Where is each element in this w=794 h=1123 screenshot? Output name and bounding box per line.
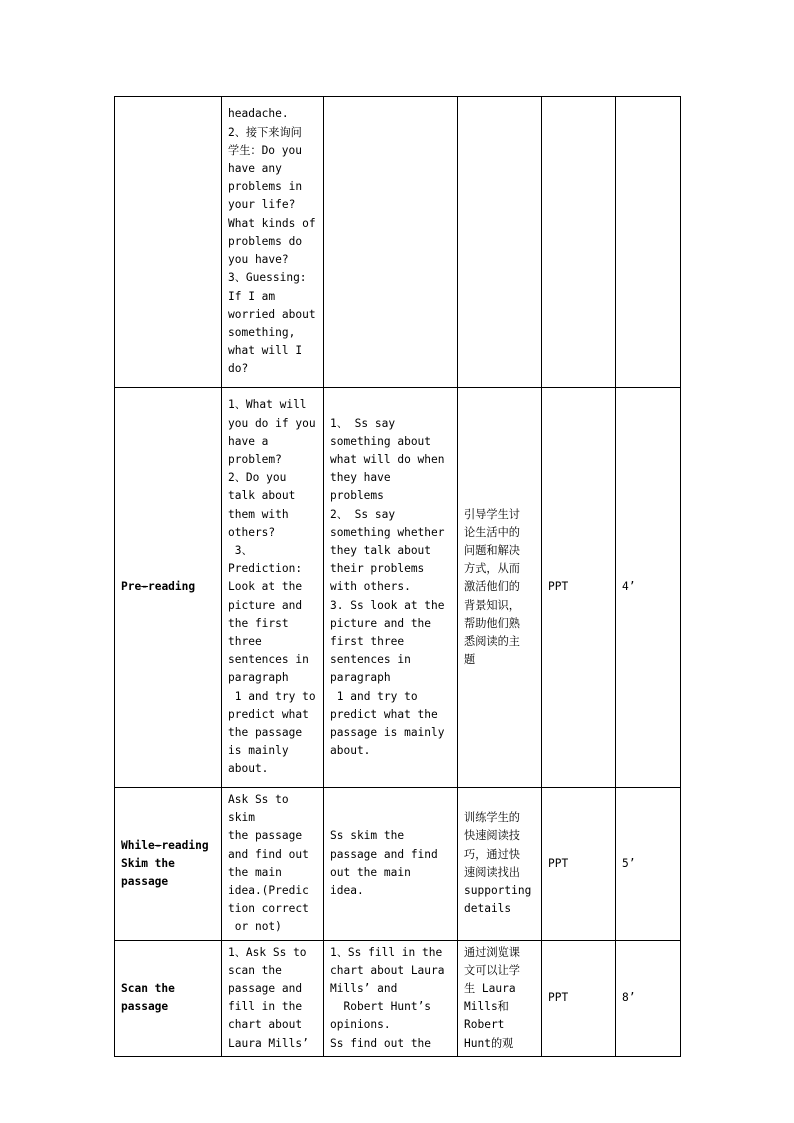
cell-line: predict what xyxy=(228,707,309,721)
cell-line: you do if you xyxy=(228,416,316,430)
cell-line: Robert Hunt’s xyxy=(330,1000,432,1014)
cell-line: fill in the xyxy=(228,1000,303,1014)
cell-line: 2、 Ss say xyxy=(330,507,396,521)
cell-line: 3、Guessing: xyxy=(228,271,307,285)
stage-cell xyxy=(115,97,222,388)
cell-line: 2、接下来询问 xyxy=(228,125,302,139)
cell-line: 1 and try to xyxy=(330,689,418,703)
cell-line: tion correct xyxy=(228,902,309,916)
cell-line: 激活他们的 xyxy=(464,580,520,594)
cell-line: Mills和 xyxy=(464,1000,509,1014)
cell-line: the passage xyxy=(228,726,303,740)
table-row xyxy=(115,97,681,388)
student-activity-cell xyxy=(324,788,458,941)
cell-line: do? xyxy=(228,362,249,376)
cell-line: Look at the xyxy=(228,580,303,594)
cell-line: 学生：Do you xyxy=(228,143,302,157)
cell-line: 1、What will xyxy=(228,398,307,412)
cell-line: 1 and try to xyxy=(228,689,316,703)
cell-line: 论生活中的 xyxy=(464,525,520,539)
student-activity-cell xyxy=(324,97,458,388)
cell-line: While-reading xyxy=(121,838,209,852)
time-cell xyxy=(616,940,681,1056)
teacher-activity-cell xyxy=(222,97,324,388)
cell-line: 快速阅读技 xyxy=(464,829,520,843)
cell-line: them with xyxy=(228,507,289,521)
cell-line: Ss find out the xyxy=(330,1036,432,1050)
table-row xyxy=(115,388,681,788)
cell-line: Hunt的观 xyxy=(464,1036,514,1050)
cell-line: have a xyxy=(228,434,269,448)
cell-line: what will I xyxy=(228,344,303,358)
cell-line: 巧，通过快 xyxy=(464,847,520,861)
cell-line: passage and xyxy=(228,982,303,996)
cell-line: Pre-reading xyxy=(121,580,196,594)
stage-cell xyxy=(115,940,222,1056)
cell-line: 速阅读找出 xyxy=(464,865,520,879)
cell-line: idea.(Predic xyxy=(228,884,309,898)
cell-line: out the main idea. xyxy=(330,865,418,898)
student-activity-cell xyxy=(324,388,458,788)
cell-line: What kinds of xyxy=(228,216,316,230)
cell-line: 1、Ask Ss to xyxy=(228,945,307,959)
cell-line: talk about xyxy=(228,489,296,503)
cell-line: something whether xyxy=(330,525,445,539)
cell-line: PPT xyxy=(548,856,569,870)
table-row xyxy=(115,940,681,1056)
time-cell xyxy=(616,388,681,788)
cell-line: Skim the xyxy=(121,856,175,870)
cell-line: sentences in xyxy=(228,653,309,667)
purpose-cell xyxy=(458,940,542,1056)
stage-cell xyxy=(115,788,222,941)
cell-line: with others. xyxy=(330,580,411,594)
cell-line: passage and find xyxy=(330,847,438,861)
purpose-cell xyxy=(458,388,542,788)
cell-line: 3. Ss look at the xyxy=(330,598,445,612)
cell-line: passage is mainly xyxy=(330,726,445,740)
cell-line: first three xyxy=(330,635,405,648)
teacher-activity-cell xyxy=(222,940,324,1056)
cell-line: they have problems xyxy=(330,471,398,503)
cell-line: 通过浏览课 xyxy=(464,945,520,959)
cell-line: 5’ xyxy=(622,856,636,870)
cell-line: PPT xyxy=(548,991,569,1005)
cell-line: and find out xyxy=(228,847,309,861)
cell-line: the passage xyxy=(228,829,303,843)
cell-line: opinions. xyxy=(330,1018,391,1032)
cell-line: paragraph xyxy=(228,671,289,685)
purpose-cell xyxy=(458,97,542,388)
lesson-plan-table xyxy=(114,96,681,1057)
cell-line: Robert xyxy=(464,1018,505,1032)
cell-line: the main xyxy=(228,865,282,879)
cell-line: something, xyxy=(228,325,296,339)
cell-line: 2、Do you xyxy=(228,471,287,485)
cell-line: their problems xyxy=(330,562,425,576)
cell-line: passage xyxy=(121,1000,169,1014)
cell-line: 引导学生讨 xyxy=(464,507,520,521)
time-cell xyxy=(616,788,681,941)
cell-line: 文可以让学 xyxy=(464,963,520,977)
cell-line: others? xyxy=(228,525,276,539)
cell-line: 问题和解决 xyxy=(464,543,520,557)
cell-line: 悉阅读的主 xyxy=(464,635,520,648)
cell-line: have any xyxy=(228,162,282,176)
cell-line: scan the xyxy=(228,963,282,977)
cell-line: three xyxy=(228,635,262,648)
time-cell xyxy=(616,97,681,388)
cell-line: details xyxy=(464,902,512,916)
cell-line: paragraph xyxy=(330,671,391,685)
cell-line: 帮助他们熟 xyxy=(464,616,520,630)
table-row xyxy=(115,788,681,941)
cell-line: Ask Ss to skim xyxy=(228,793,296,825)
cell-line: passage xyxy=(121,874,169,888)
cell-line: chart about xyxy=(228,1018,303,1032)
cell-line: Laura Mills’ xyxy=(228,1036,309,1050)
cell-line: 方式，从而 xyxy=(464,562,520,576)
cell-line: 1、 Ss say xyxy=(330,416,396,430)
cell-line: problem? xyxy=(228,452,282,466)
cell-line: 4’ xyxy=(622,580,636,594)
cell-line: 题 xyxy=(464,653,476,667)
cell-line: 训练学生的 xyxy=(464,811,520,825)
stage-cell xyxy=(115,388,222,788)
cell-line: you have? xyxy=(228,253,289,267)
cell-line: headache. xyxy=(228,107,289,121)
cell-line: supporting xyxy=(464,884,532,898)
cell-line: problems in xyxy=(228,180,303,194)
teacher-activity-cell xyxy=(222,788,324,941)
media-cell xyxy=(542,388,616,788)
cell-line: problems do xyxy=(228,234,303,248)
cell-line: chart about Laura xyxy=(330,963,445,977)
cell-line: the first xyxy=(228,616,289,630)
cell-line: 8’ xyxy=(622,991,636,1005)
cell-line: sentences in xyxy=(330,653,411,667)
cell-line: Ss skim the xyxy=(330,829,405,843)
cell-line: 3、 xyxy=(228,543,253,557)
cell-line: Mills’ and xyxy=(330,982,398,996)
cell-line: Scan the xyxy=(121,982,175,996)
cell-line: is mainly xyxy=(228,744,289,758)
cell-line: worried about xyxy=(228,307,316,321)
cell-line: PPT xyxy=(548,580,569,594)
cell-line: picture and xyxy=(228,598,303,612)
cell-line: what will do when xyxy=(330,452,445,466)
media-cell xyxy=(542,97,616,388)
cell-line: 生 Laura xyxy=(464,982,516,996)
cell-line: 1、Ss fill in the xyxy=(330,945,443,959)
purpose-cell xyxy=(458,788,542,941)
cell-line: 背景知识， xyxy=(464,598,520,612)
cell-line: If I am xyxy=(228,289,276,303)
cell-line: or not) xyxy=(228,920,282,934)
media-cell xyxy=(542,940,616,1056)
cell-line: Prediction: xyxy=(228,562,303,576)
cell-line: your life? xyxy=(228,198,296,212)
cell-line: they talk about xyxy=(330,543,432,557)
cell-line: about. xyxy=(228,762,269,776)
media-cell xyxy=(542,788,616,941)
cell-line: something about xyxy=(330,434,432,448)
student-activity-cell xyxy=(324,940,458,1056)
cell-line: picture and the xyxy=(330,616,432,630)
cell-line: about. xyxy=(330,744,371,758)
teacher-activity-cell xyxy=(222,388,324,788)
cell-line: predict what the xyxy=(330,707,438,721)
